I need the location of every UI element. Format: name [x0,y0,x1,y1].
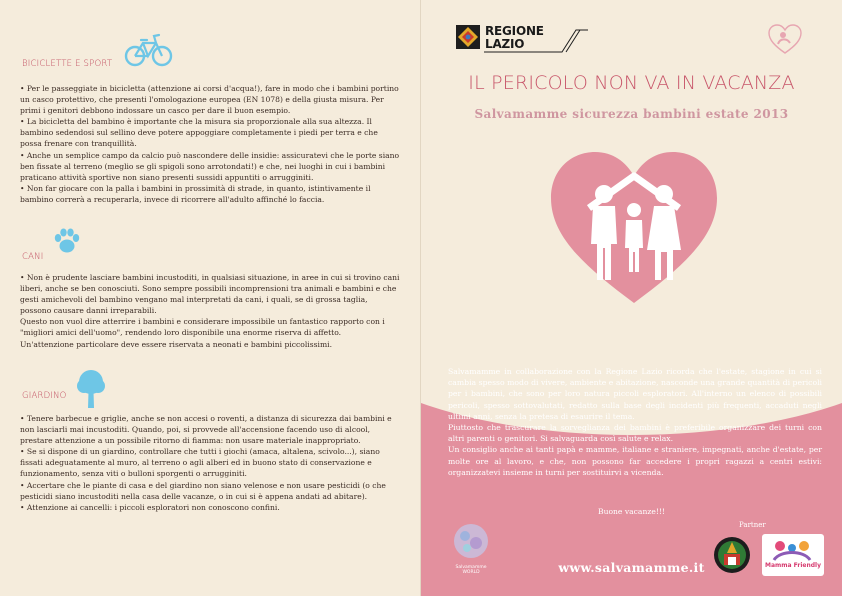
closing-text: Buone vacanze!!! [598,507,665,516]
paragraph: • Non è prudente lasciare bambini incustoditi, in qualsiasi situazione, in aree in cui si trovino cani liberi, anche se ben conosciuti. Sono sempre possibili incomprensioni tra animali e bambini e che gesti amichevoli del bambino vengano mal interpretati da cani, i quali, se di grossa taglia, possono causare danni irreparabili. [20,273,400,316]
section-title-cani: CANI [22,252,44,262]
website-link[interactable]: www.salvamamme.it [558,560,705,575]
bicycle-icon [124,28,174,72]
paragraph: Salvamamme in collaborazione con la Regione Lazio ricorda che l'estate, stagione in cui si cambia spesso modo di vivere, ambiente e abitazione, nasconde una grande quantità di pericoli per i bambini, che sono per loro natura piccoli esploratori. All'interno un elenco di possibili pericoli, spesso sottovalutati, redatto sulla base degli incidenti più frequenti, accaduti negli ultimi anni, senza la pretesa di esaurire il tema. [448,367,822,421]
salvamamme-heart-logo [765,22,805,56]
main-title: IL PERICOLO NON VA IN VACANZA [468,72,795,94]
right-panel [421,0,842,596]
paragraph: • Non far giocare con la palla i bambini in prossimità di strade, in quanto, istintivamente il bambino correrà a recuperarla, invece di ricorrere all'adulto affinché lo faccia. [20,183,371,204]
intro-text [448,366,822,478]
subtitle: Salvamamme sicurezza bambini estate 2013 [474,107,789,121]
paragraph: • Se si dispone di un giardino, controllare che tutti i giochi (amaca, altalena, scivolo...), siano fissati adeguatamente al muro, al terreno o agli alberi ed in buono stato di conservazione e funzionamento, senza viti o bulloni sporgenti o arrugginiti. [20,447,380,479]
section-title-biciclette: BICICLETTE E SPORT [22,59,113,69]
paragraph: Un consiglio anche ai tanti papà e mamme, italiane e straniere, impegnati, anche d'estate, per molte ore al lavoro, e che, non possono far accedere i propri ragazzi a centri estivi: organizzatevi insieme in turni per sostituirvi a vicenda. [448,445,822,477]
logo-line2: LAZIO [485,37,525,51]
mamma-friendly-text: Mamma Friendly [765,562,821,569]
paragraph: • La bicicletta del bambino è importante che la misura sia proporzionale alla sua altezza. Il bambino sedendosi sul sellino deve potere appoggiare completamente i piedi per terra e che possa frenare con tranquillità. [20,117,378,149]
logo-line1: REGIONE [485,24,544,38]
paw-icon [52,226,82,260]
partner-label: Partner [739,521,766,529]
paragraph: • Attenzione ai cancelli: i piccoli esploratori non conoscono confini. [20,502,280,512]
paragraph: • Accertare che le piante di casa e del giardino non siano velenose e non usare pesticidi (o che pesticidi siano incustoditi nella casa delle vacanze, o in cui si è appena andati ad abitare). [20,480,386,501]
regione-lazio-logo [454,22,589,58]
section-text-cani [20,272,400,350]
paragraph: • Per le passeggiate in bicicletta (attenzione ai corsi d'acqua!), fare in modo che i bambini portino un casco protettivo, che presenti l'omologazione europea (EN 1078) e della giusta misura. Per primi i genitori debbono indossare un casco per dare il buon esempio. [20,84,399,116]
tree-icon [76,368,106,414]
paragraph: • Tenere barbecue e griglie, anche se non accesi o roventi, a distanza di sicurezza dai bambini e non lasciarli mai incustoditi. Quando, poi, si provvede all'accensione facendo uso di alcool, prestare attenzione a un possibile ritorno di fiamma: non usare materiale inappropriato. [20,414,392,446]
section-text-biciclette [20,83,400,205]
paragraph: • Anche un semplice campo da calcio può nascondere delle insidie: assicuratevi che le porte siano ben fissate al terreno (meglio se gli spigoli sono arrotondati!) e che, nei luoghi in cui i bambini praticano attività sportive non siano presenti sussidi appuntiti o arrugginiti. [20,150,400,182]
paragraph: Questo non vuol dire atterrire i bambini e considerare impossibile un fantastico rapporto con i "migliori amici dell'uomo", rendendo loro disponibile una enorme riserva di affetto. [20,317,385,338]
section-text-giardino [20,413,400,513]
regione-lazio-text [485,25,544,51]
family-heart-icon [549,148,719,308]
salvamamme-world-caption: Salvamamme WORLD [455,565,487,575]
paragraph: Un'attenzione particolare deve essere riservata a neonati e bambini piccolissimi. [20,339,332,349]
paragraph: Piuttosto che trascurare la sorveglianza dei bambini è preferibile organizzare dei turni con altri parenti o genitori. Si salvaguarda così salute e relax. [448,423,822,444]
section-title-giardino: GIARDINO [22,391,67,401]
